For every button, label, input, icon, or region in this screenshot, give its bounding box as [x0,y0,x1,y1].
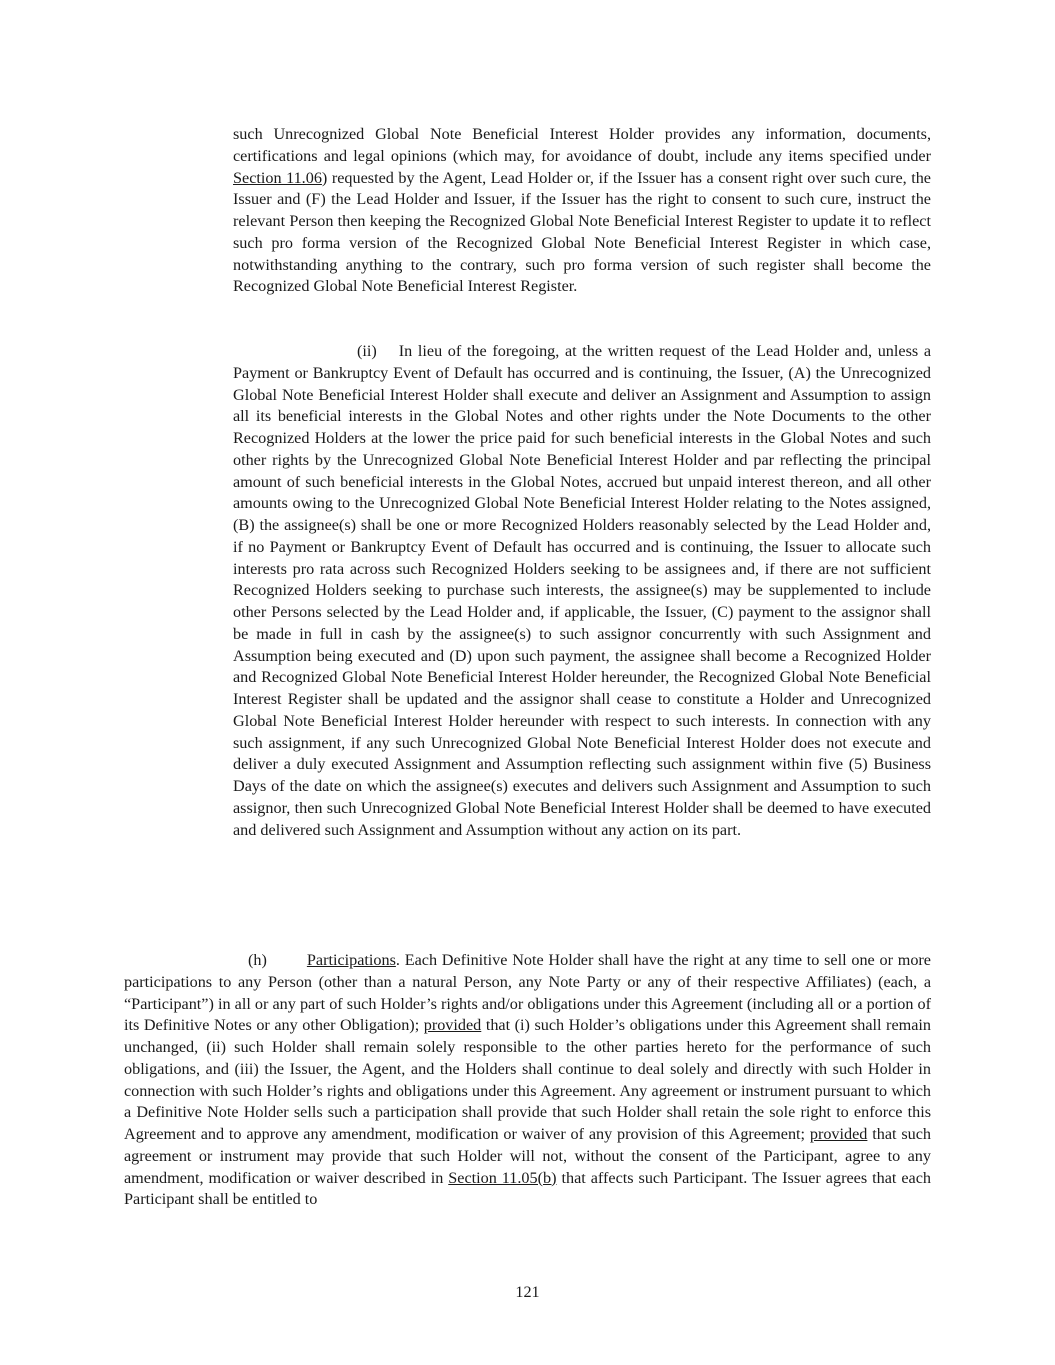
paragraph-text: ) requested by the Agent, Lead Holder or, if the Issuer has a consent right over such cure, the Issuer and (F) the Lead Holder and Issuer, if the Issuer has the right to consent to such cure, instruct the relevant Person then keeping the Recognized Global Note Beneficial Interest Register to update it to reflect such pro forma version of the Recognized Global Note Beneficial Interest Register in which case, notwithstanding anything to the contrary, such pro forma version of such register shall become the Recognized Global Note Beneficial Interest Register. [233,168,931,296]
section-reference-11-05b: Section 11.05(b) [448,1168,557,1187]
paragraph-text: that affects such Participant. The Issuer agrees that each Participant shall be entitled to [124,1168,932,1209]
provided-term: provided [809,1125,868,1143]
section-heading-participations: Participations [306,951,396,969]
clause-marker-h: (h) [248,951,267,969]
paragraph-text: In lieu of the foregoing, at the written request of the Lead Holder and, unless a Payment or Bankruptcy Event of Default has occurred and is continuing, the Issuer, (A) the Unrecognized Global Note Beneficial Interest Holder shall execute and deliver an Assignment and Assumption to assign all its beneficial interests in the Global Notes and other rights under the Note Documents to the other Recognized Holders at the lower the price paid for such beneficial interests in the Global Notes and such other rights by the Unrecognized Global Note Beneficial Interest Holder and par reflecting the principal amount of such beneficial interests in the Global Notes, accrued but unpaid interest thereon, and all other amounts owing to the Unrecognized Global Note Beneficial Interest Holder relating to the Notes assigned, (B) the assignee(s) shall be one or more Recognized Holders reasonably selected by the Lead Holder and, if no Payment or Bankruptcy Event of Default has occurred and is continuing, the Issuer to allocate such interests pro rata across such Recognized Holders seeking to be assignees and, if there are not sufficient Recognized Holders seeking to purchase such interests, the assignee(s) may be supplemented to include other Persons selected by the Lead Holder and, if applicable, the Issuer, (C) payment to the assignor shall be made in full in cash by the assignee(s) to such assignor concurrently with such Assignment and Assumption being executed and (D) upon such payment, the assignee shall become a Recognized Holder and Recognized Global Note Beneficial Interest Holder hereunder, the Recognized Global Note Beneficial Interest Register shall be updated and the assignor shall cease to constitute a Holder and Unrecognized Global Note Beneficial Interest Holder hereunder with respect to such interests. In connection with any such assignment, if any such Unrecognized Global Note Beneficial Interest Holder does not execute and deliver a duly executed Assignment and Assumption reflecting such assignment within five (5) Business Days of the date on which the assignee(s) executes and delivers such Assignment and Assumption to such assignor, then such Unrecognized Global Note Beneficial Interest Holder shall be deemed to have executed and delivered such Assignment and Assumption without any action on its part. [233,342,931,839]
paragraph-text: such Unrecognized Global Note Beneficial Interest Holder provides any information, documents, certifications and legal opinions (which may, for avoidance of doubt, include any items specified under [233,125,931,165]
paragraph-text: that such agreement or instrument may provide that such Holder will not, without the consent of the Participant, agree to any amendment, modification or waiver described in [124,1125,931,1187]
paragraph-text: that (i) such Holder’s obligations under this Agreement shall remain unchanged, (ii) such Holder shall remain solely responsible to the other parties hereto for the performance of such obligations, and (iii) the Issuer, the Agent, and the Holders shall continue to deal solely and directly with such Holder in connection with such Holder’s rights and obligations under this Agreement. Any agreement or instrument pursuant to which a Definitive Note Holder sells such a participation shall provide that such Holder shall retain the sole right to enforce this Agreement and to approve any amendment, modification or waiver of any provision of this Agreement; [124,1016,931,1143]
clause-marker-ii: (ii) [357,342,377,360]
paragraph-cure-continuation [233,124,931,298]
page-number: 121 [515,1283,540,1301]
paragraph-h-participations [124,950,931,1211]
paragraph-ii-assignment [233,341,931,841]
paragraph-text: . Each Definitive Note Holder shall have the right at any time to sell one or more participations to any Person (other than a natural Person, any Note Party or any of their respective Affiliates) (each, a “Participant”) in all or any part of such Holder’s rights and/or obligations under this Agreement (including all or a portion of its Definitive Notes or any other Obligation); [124,951,931,1035]
provided-term: provided [423,1016,482,1035]
section-reference-11-06: Section 11.06 [233,168,322,187]
